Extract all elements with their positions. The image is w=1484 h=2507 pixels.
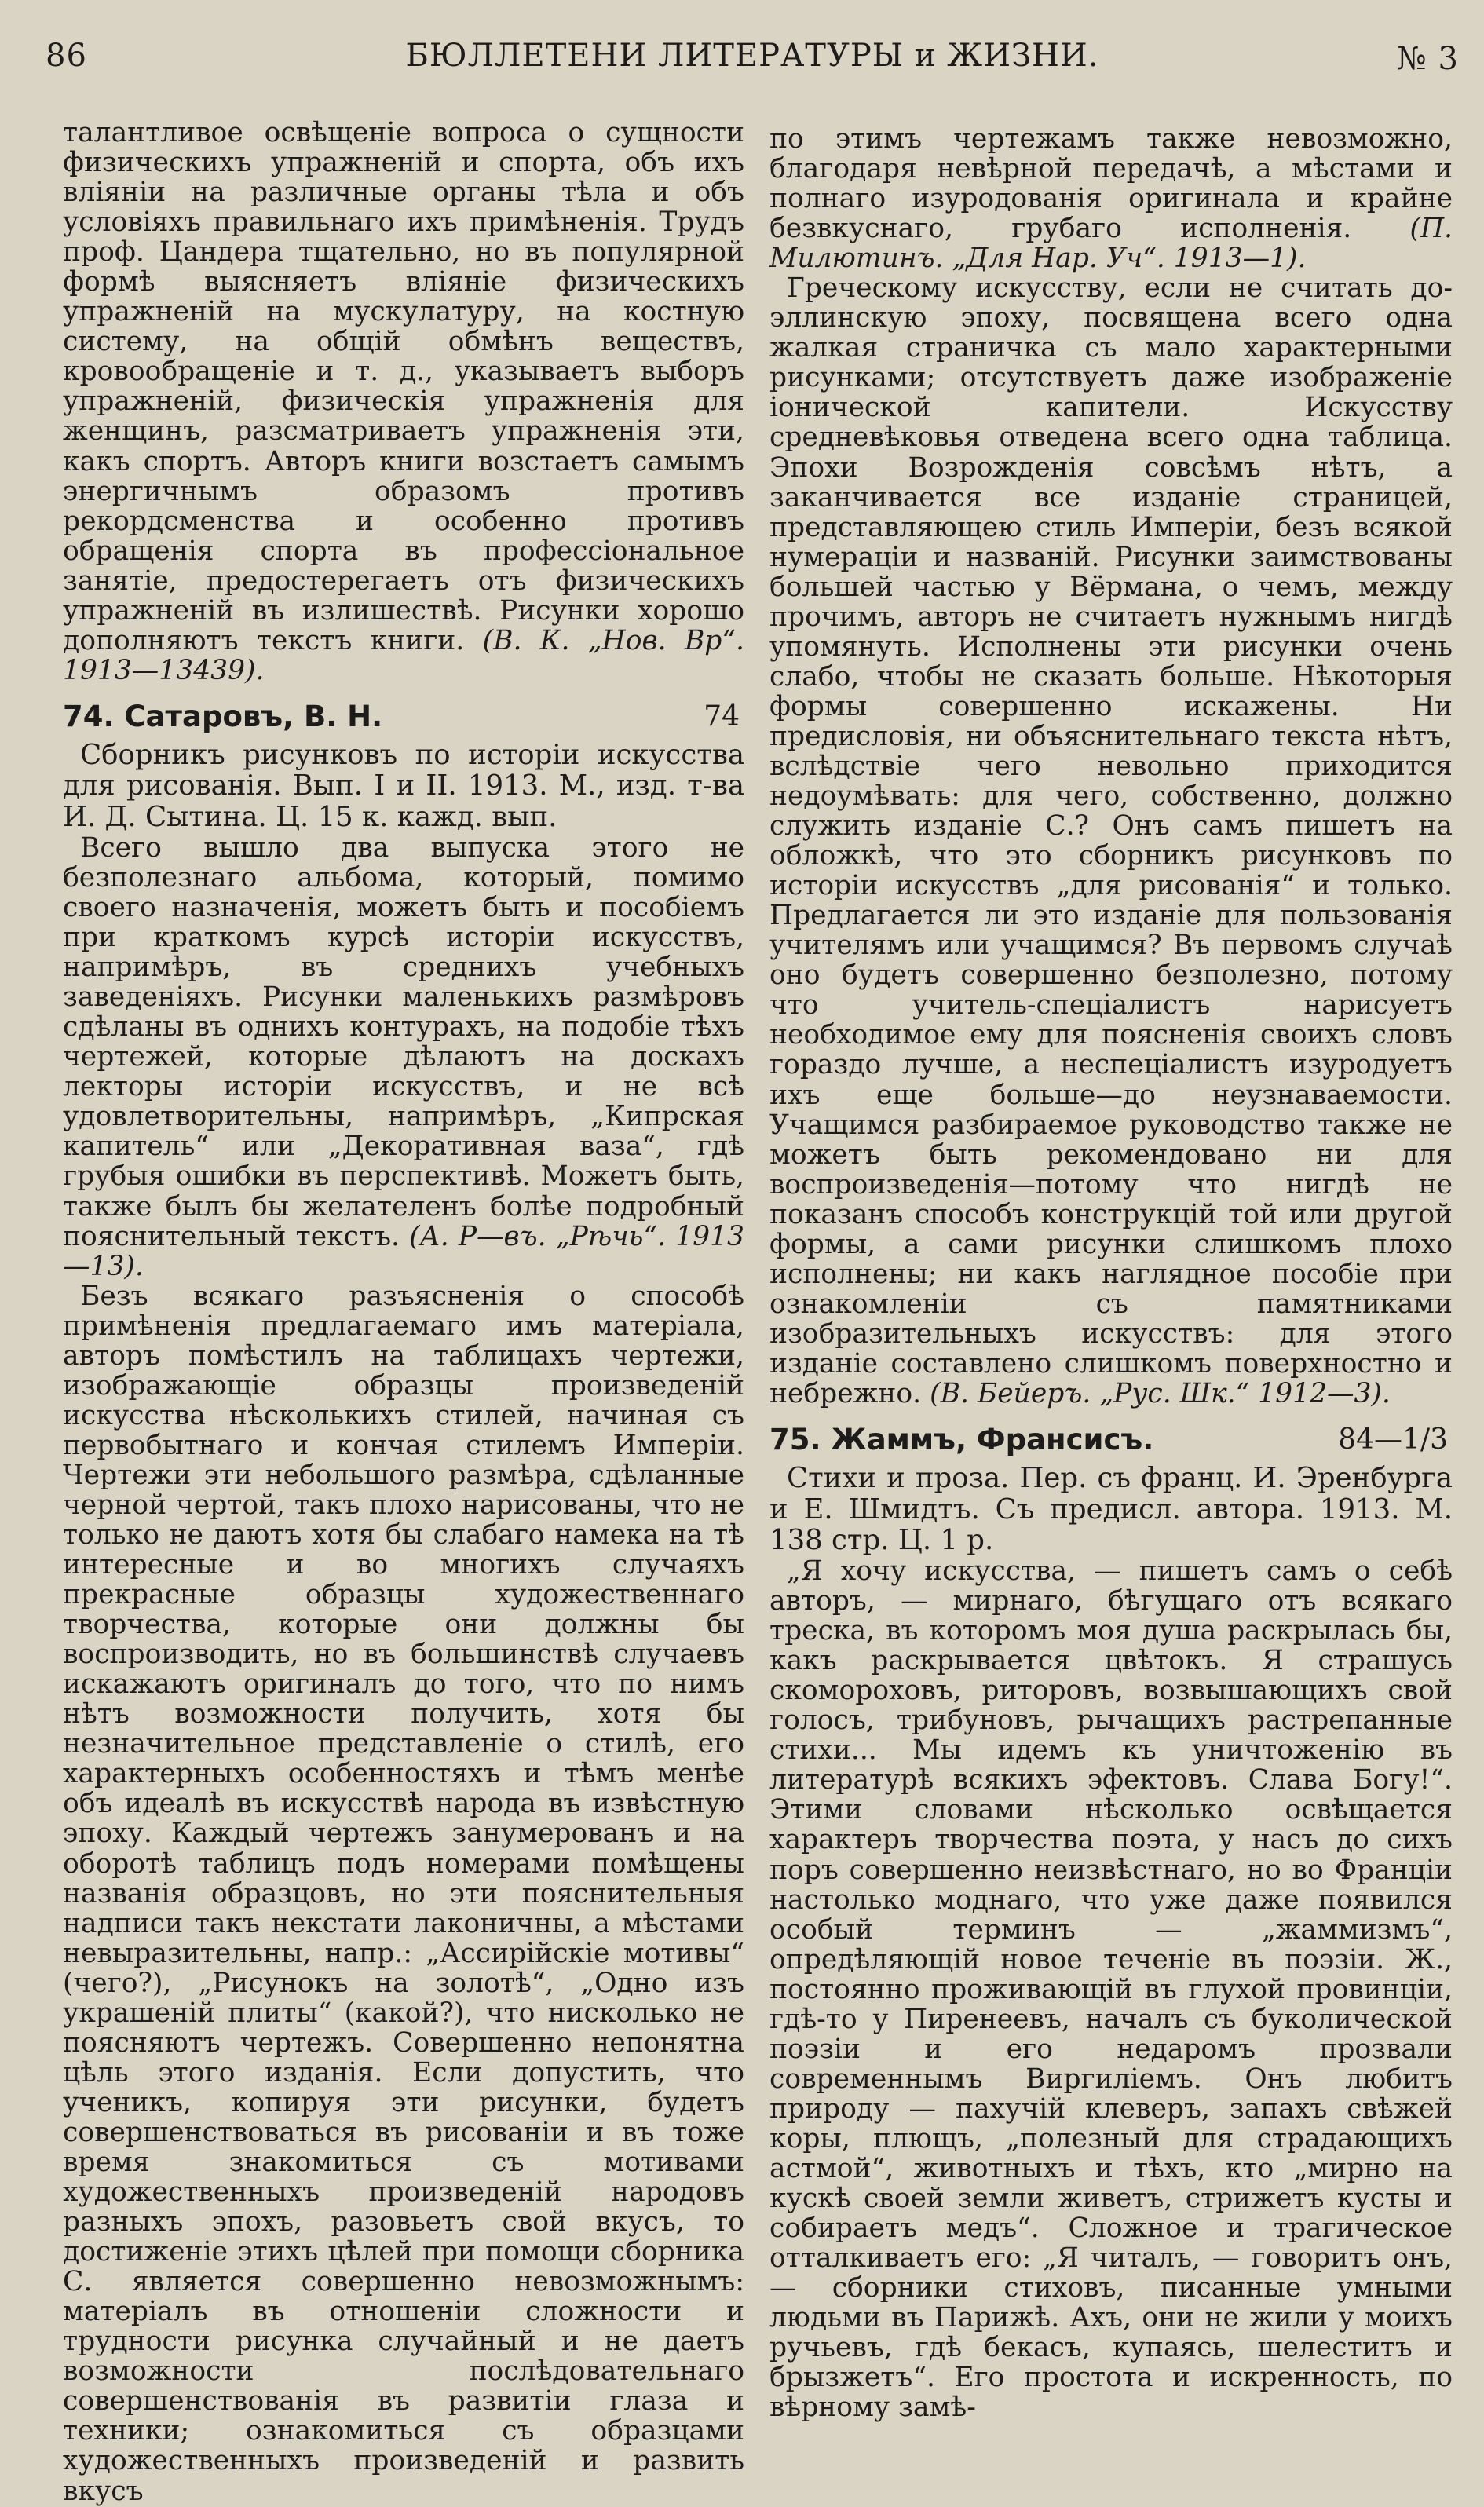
source-citation: (А. Р—въ. „Рѣчь“. 1913—13). (63, 1220, 744, 1282)
entry-heading (769, 1424, 1453, 1456)
bibliographic-record: Сборникъ рисунковъ по исторіи искусства для рисованія. Вып. I и II. 1913. М., изд. т-ва И. Д. Сытина. Ц. 15 к. кажд. вып. (63, 738, 744, 834)
source-citation: (В. К. „Нов. Вр“. 1913—13439). (63, 624, 744, 686)
bibliographic-record: Стихи и проза. Пер. съ франц. И. Эренбурга и Е. Шмидтъ. Съ предисл. автора. 1913. М. 138 стр. Ц. 1 р. (769, 1461, 1453, 1557)
entry-number: 84—1/3 (1338, 1423, 1448, 1456)
running-header (46, 38, 1459, 85)
entry-number: 74 (704, 700, 740, 733)
source-citation: (В. Бейеръ. „Рус. Шк.“ 1912—3). (930, 1377, 1391, 1409)
paragraph: талантливое освѣщеніе вопроса о сущности физическихъ упражненій и спорта, объ ихъ вліяніи на различные органы тѣла и объ условіяхъ правильнаго ихъ примѣненія. Трудъ проф. Цандера тщательно, но въ популярной формѣ выясняетъ вліяніе физическихъ упражненій на мускулатуру, на костную систему, на общій обмѣнъ веществъ, кровообращеніе и т. д., указываетъ выборъ упражненій, физическія упражненія для женщинъ, разсматриваетъ упражненія эти, какъ спортъ. Авторъ книги возстаетъ самымъ энергичнымъ образомъ противъ рекордсменства и особенно противъ обращенія спорта въ профессіональное занятіе, предостерегаетъ отъ физическихъ упражненій въ излишествѣ. Рисунки хорошо дополняютъ текстъ книги. (В. К. „Нов. Вр“. 1913—13439). (63, 117, 744, 686)
right-column (769, 123, 1453, 2424)
entry-author: 75. Жаммъ, Франсисъ. (769, 1423, 1154, 1457)
paragraph: „Я хочу искусства, — пишетъ самъ о себѣ авторъ, — мирнаго, бѣгущаго отъ всякаго треска, въ которомъ моя душа раскрылась бы, какъ раскрывается цвѣтокъ. Я страшусь скомороховъ, риторовъ, возвышающихъ свой голосъ, трибуновъ, рычащихъ растрепанные стихи... Мы идемъ къ уничтоженію въ литературѣ всякихъ эфектовъ. Слава Богу!“. Этими словами нѣсколько освѣщается характеръ творчества поэта, у насъ до сихъ поръ совершенно неизвѣстнаго, но во Франціи настолько моднаго, что уже даже появился особый терминъ — „жаммизмъ“, опредѣляющій новое теченіе въ поэзіи. Ж., постоянно проживающій въ глухой провинціи, гдѣ-то у Пиренеевъ, началъ съ буколической поэзіи и его недаромъ прозвали современнымъ Виргиліемъ. Онъ любитъ природу — пахучій клеверъ, запахъ свѣжей коры, плющъ, „полезный для страдающихъ астмой“, животныхъ и тѣхъ, кто „мирно на кускѣ своей земли живетъ, стрижетъ кусты и собираетъ медъ“. Сложное и трагическое отталкиваетъ его: „Я читалъ, — говоритъ онъ, — сборники стиховъ, писанные умными людьми въ Парижѣ. Ахъ, они не жили у моихъ ручьевъ, гдѣ бекасъ, купаясь, шелеститъ и брызжетъ“. Его простота и искренность, по вѣрному замѣ- (769, 1555, 1453, 2424)
paragraph: Всего вышло два выпуска этого не безполезнаго альбома, который, помимо своего назначенія, можетъ быть и пособіемъ при краткомъ курсѣ исторіи искусствъ, напримѣръ, въ среднихъ учебныхъ заведеніяхъ. Рисунки маленькихъ размѣровъ сдѣланы въ однихъ контурахъ, на подобіе тѣхъ чертежей, которые дѣлаютъ на доскахъ лекторы исторіи искусствъ, и не всѣ удовлетворительны, напримѣръ, „Кипрская капитель“ или „Декоративная ваза“, гдѣ грубыя ошибки въ перспективѣ. Можетъ быть, также былъ бы желателенъ болѣе подробный пояснительный текстъ. (А. Р—въ. „Рѣчь“. 1913—13). (63, 831, 744, 1282)
left-column (63, 117, 744, 2507)
journal-title: БЮЛЛЕТЕНИ ЛИТЕРАТУРЫ и ЖИЗНИ. (405, 38, 1099, 74)
source-citation: (П. Милютинъ. „Для Нар. Уч“. 1913—1). (769, 213, 1453, 275)
entry-heading (63, 701, 744, 733)
paragraph: по этимъ чертежамъ также невозможно, благодаря невѣрной передачѣ, а мѣстами и полнаго изуродованія оригинала и крайне безвкуснаго, грубаго исполненія. (П. Милютинъ. „Для Нар. Уч“. 1913—1). (769, 123, 1453, 275)
entry-author: 74. Сатаровъ, В. Н. (63, 699, 383, 733)
paragraph: Безъ всякаго разъясненія о способѣ примѣненія предлагаемаго имъ матеріала, авторъ помѣстилъ на таблицахъ чертежи, изображающіе образцы произведеній искусства нѣсколькихъ стилей, начиная съ первобытнаго и кончая стилемъ Имперіи. Чертежи эти небольшого размѣра, сдѣланные черной чертой, такъ плохо нарисованы, что не только не даютъ хотя бы слабаго намека на тѣ интересные и во многихъ случаяхъ прекрасные образцы художественнаго творчества, которые они должны бы воспроизводить, но въ большинствѣ случаевъ искажаютъ оригиналъ до того, что по нимъ нѣтъ возможности получить, хотя бы незначительное представленіе о стилѣ, его характерныхъ особенностяхъ и тѣмъ менѣе объ идеалѣ въ искусствѣ народа въ извѣстную эпоху. Каждый чертежъ занумерованъ и на оборотѣ таблицъ подъ номерами помѣщены названія образцовъ, но эти пояснительныя надписи такъ некстати лаконичны, а мѣстами невыразительны, напр.: „Ассирійскіе мотивы“ (чего?), „Рисунокъ на золотѣ“, „Одно изъ украшеній плиты“ (какой?), что нисколько не поясняютъ чертежъ. Совершенно непонятна цѣль этого изданія. Если допустить, что ученикъ, копируя эти рисунки, будетъ совершенствоваться въ рисованіи и въ тоже время знакомиться съ мотивами художественныхъ произведеній народовъ разныхъ эпохъ, разовьетъ свой вкусъ, то достиженіе этихъ цѣлей при помощи сборника С. является совершенно невозможнымъ: матеріалъ въ отношеніи сложности и трудности рисунка случайный и не даетъ возможности послѣдовательнаго совершенствованія въ развитіи глаза и техники; ознакомиться съ образцами художественныхъ произведеній и развить вкусъ (63, 1280, 744, 2507)
page-number: 86 (46, 38, 87, 74)
paragraph: Греческому искусству, если не считать до-эллинскую эпоху, посвящена всего одна жалкая страничка съ мало характерными рисунками; отсутствуетъ даже изображеніе іонической капители. Искусству средневѣковья отведена всего одна таблица. Эпохи Возрожденія совсѣмъ нѣтъ, а заканчивается все изданіе страницей, представляющею стиль Имперіи, безъ всякой нумераціи и названій. Рисунки заимствованы большей частью у Вёрмана, о чемъ, между прочимъ, авторъ не считаетъ нужнымъ нигдѣ упомянуть. Исполнены эти рисунки очень слабо, чтобы не сказать больше. Нѣкоторыя формы совершенно искажены. Ни предисловія, ни объяснительнаго текста нѣтъ, вслѣдствіе чего невольно приходится недоумѣвать: для чего, собственно, должно служить изданіе С.? Онъ самъ пишетъ на обложкѣ, что это сборникъ рисунковъ по исторіи искусствъ „для рисованія“ и только. Предлагается ли это изданіе для пользованія учителямъ или учащимся? Въ первомъ случаѣ оно будетъ совершенно безполезно, потому что учитель-спеціалистъ нарисуетъ необходимое ему для поясненія своихъ словъ гораздо лучше, а неспеціалистъ изуродуетъ ихъ еще больше—до неузнаваемости. Учащимся разбираемое руководство также не можетъ быть рекомендовано ни для воспроизведенія—потому что нигдѣ не показанъ способъ конструкцій той или другой формы, а сами рисунки слишкомъ плохо исполнены; ни какъ наглядное пособіе при ознакомленіи съ памятниками изобразительныхъ искусствъ: для этого изданіе составлено слишкомъ поверхностно и небрежно. (В. Бейеръ. „Рус. Шк.“ 1912—3). (769, 272, 1453, 1409)
issue-number: № 3 (1396, 41, 1459, 77)
